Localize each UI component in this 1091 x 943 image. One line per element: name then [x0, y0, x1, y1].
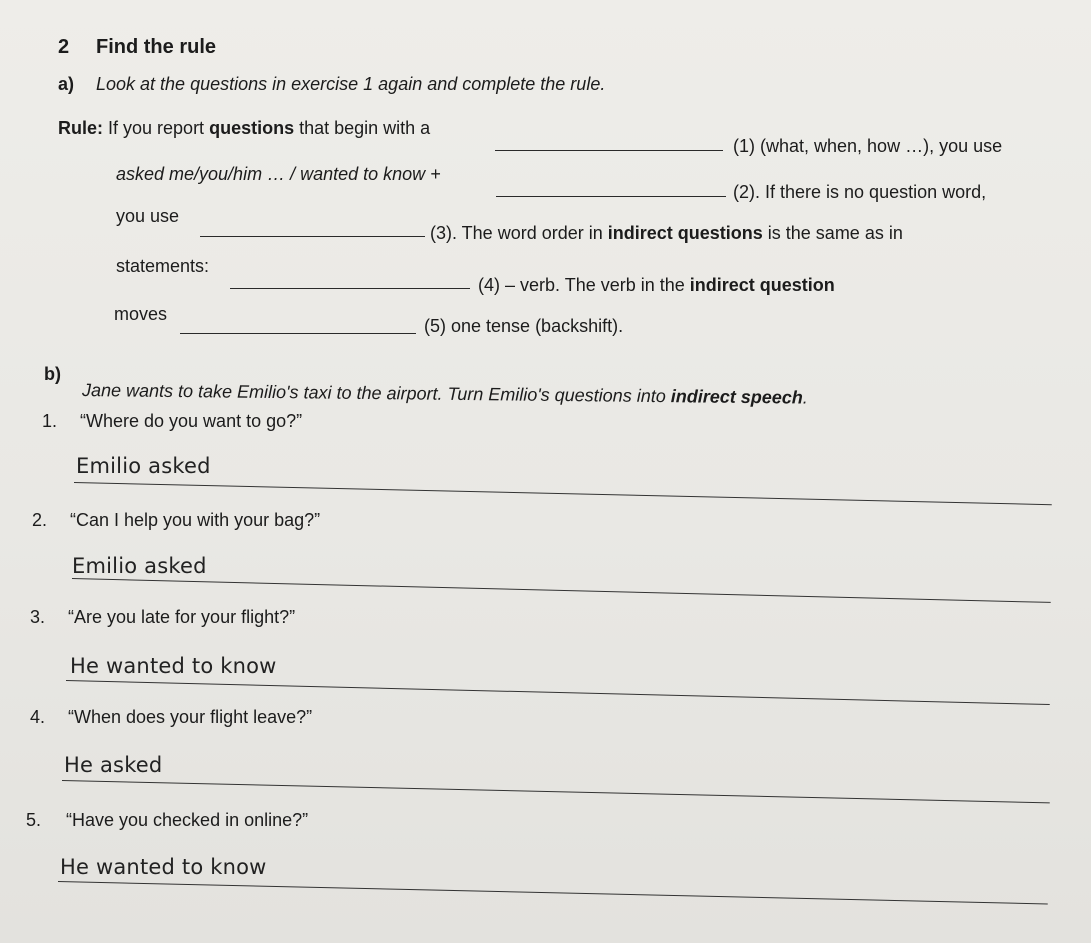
item-5-question: “Have you checked in online?” — [66, 810, 309, 830]
part-b-instruction-pre: Jane wants to take Emilio's taxi to the airport. Turn Emilio's questions into — [81, 380, 671, 407]
item-4-answer-line[interactable] — [62, 780, 1050, 803]
rule-line-3-end — [430, 223, 903, 244]
rule-line-4-end-bold: indirect question — [689, 275, 835, 295]
rule-line-5-pre: moves — [114, 304, 168, 324]
item-4-question: “When does your flight leave?” — [68, 707, 313, 727]
item-4-answer-start: He asked — [64, 753, 163, 777]
rule-line-2-end: (2). If there is no question word, — [733, 182, 987, 202]
item-5-number: 5. — [26, 810, 42, 830]
rule-line-3-end-pre: (3). The word order in — [430, 223, 608, 243]
part-b-instruction-bold: indirect speech — [670, 386, 803, 408]
rule-line-3-end-post: is the same as in — [762, 223, 903, 243]
section-number: 2 — [58, 36, 70, 58]
section-title: Find the rule — [96, 36, 216, 58]
item-2-answer-start: Emilio asked — [72, 554, 207, 578]
rule-line-1-pre: If you report — [108, 118, 210, 138]
item-3-answer-line[interactable] — [66, 680, 1050, 705]
part-b-instruction-post: . — [802, 387, 808, 408]
item-5-answer-start: He wanted to know — [60, 855, 267, 879]
item-4-number: 4. — [30, 707, 46, 727]
part-b-label: b) — [44, 364, 61, 384]
blank-5[interactable] — [180, 333, 416, 334]
rule-line-4-end-pre: (4) – verb. The verb in the — [478, 275, 690, 295]
item-3-answer-start: He wanted to know — [70, 654, 277, 678]
rule-line-4-pre: statements: — [116, 256, 210, 276]
item-2-number: 2. — [32, 510, 48, 530]
item-1-answer-line[interactable] — [74, 482, 1052, 505]
rule-line-1-bold: questions — [209, 118, 295, 138]
item-5-answer-line[interactable] — [58, 881, 1048, 904]
blank-1[interactable] — [495, 150, 723, 151]
item-3-number: 3. — [30, 607, 46, 627]
rule-line-1 — [58, 118, 430, 139]
item-3-question: “Are you late for your flight?” — [68, 607, 296, 627]
part-a-label: a) — [58, 74, 75, 94]
blank-4[interactable] — [230, 288, 470, 289]
rule-line-1-post: that begin with a — [294, 118, 431, 138]
item-2-answer-line[interactable] — [72, 578, 1051, 603]
rule-line-4-end — [478, 275, 835, 296]
rule-line-1-end: (1) (what, when, how …), you use — [733, 136, 1003, 156]
rule-label: Rule: — [58, 118, 103, 138]
blank-3[interactable] — [200, 236, 425, 237]
item-1-number: 1. — [42, 411, 58, 431]
part-b-instruction — [82, 380, 808, 409]
item-2-question: “Can I help you with your bag?” — [70, 510, 321, 530]
item-1-question: “Where do you want to go?” — [80, 411, 303, 431]
item-1-answer-start: Emilio asked — [76, 454, 211, 478]
rule-line-5-end: (5) one tense (backshift). — [424, 316, 624, 336]
blank-2[interactable] — [496, 196, 726, 197]
part-a-instruction: Look at the questions in exercise 1 again and complete the rule. — [96, 74, 606, 94]
rule-line-3-pre: you use — [116, 206, 180, 226]
rule-line-2-pre: asked me/you/him … / wanted to know + — [116, 164, 441, 184]
rule-line-3-end-bold: indirect questions — [607, 223, 763, 243]
